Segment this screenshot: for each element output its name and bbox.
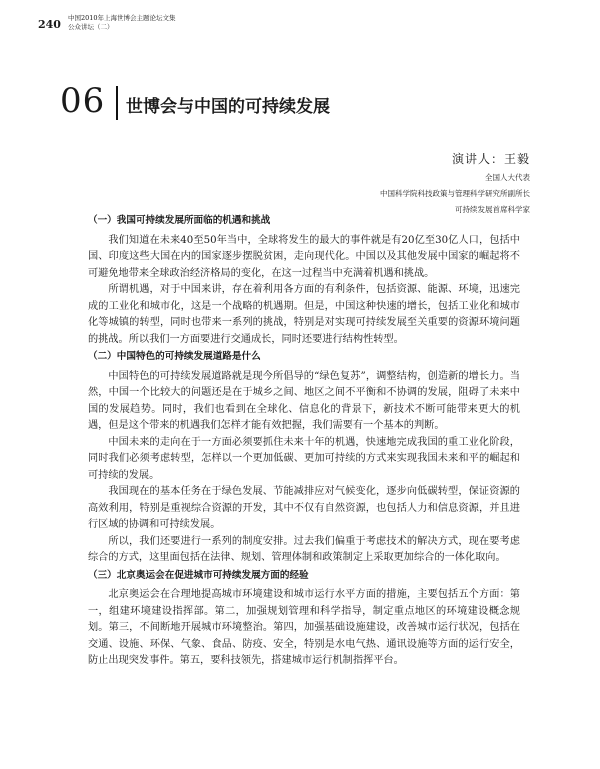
affiliation-line: 可持续发展首席科学家: [455, 205, 530, 214]
article-body: [88, 212, 520, 670]
paragraph: 所谓机遇，对于中国来讲，存在着利用各方面的有利条件，包括资源、能源、环境，迅速完成的工业化和城市化，这是一个战略的机遇期。但是，中国这种快速的增长，包括工业化和城市化等城镇的转型，同时也带来一系列的挑战，特别是对实现可持续发展至关重要的资源环境问题的挑战。所以我们一方面要进行交通成长，同时还要进行结构性转型。: [88, 284, 520, 345]
paragraph: 中国未来的走向在于一方面必须要抓住未来十年的机遇，快速地完成我国的重工业化阶段，同时我们必须考虑转型，怎样以一个更加低碳、更加可持续的方式来实现我国未来和平的崛起和可持续的发展。: [88, 436, 520, 481]
speaker-label: 演讲人：: [451, 152, 504, 166]
paragraph: 所以，我们还要进行一系列的制度安排。过去我们偏重于考虑技术的解决方式，现在要考虑综合的方式，这里面包括在法律、规划、管理体制和政策制定上采取更加综合的一体化取向。: [88, 535, 520, 563]
chapter-divider: [116, 86, 118, 120]
speaker-name: 王毅: [503, 152, 530, 166]
chapter-title: 世博会与中国的可持续发展: [126, 97, 330, 117]
paragraph: 我国现在的基本任务在于绿色发展、节能减排应对气候变化，逐步向低碳转型，保证资源的高效利用，特别是重视综合资源的开发，其中不仅有自然资源，也包括人力和信息资源，并且进行区域的协调和可持续发展。: [88, 486, 520, 530]
speaker-affiliations: [380, 170, 530, 218]
paragraph: 我们知道在未来40至50年当中，全球将发生的最大的事件就是有20亿至30亿人口，包括中国、印度这些大国在内的国家逐步摆脱贫困，走向现代化。中国以及其他发展中国家的崛起将不可避免地带来全球政治经济格局的变化，在这一过程当中充满着机遇和挑战。: [88, 234, 520, 279]
section-heading-2: （二）中国特色的可持续发展道路是什么: [88, 351, 261, 362]
affiliation-line: 中国科学院科技政策与管理科学研究所副所长: [380, 189, 530, 198]
page-number: 240: [38, 18, 61, 31]
section-heading-3: （三）北京奥运会在促进城市可持续发展方面的经验: [88, 569, 309, 581]
paragraph: 中国特色的可持续发展道路就是现今所倡导的“绿色复苏”，调整结构，创造新的增长力。当然，中国一个比较大的问题还是在于城乡之间、地区之间不平衡和不协调的发展，阻碍了未来中国的发展趋势。同时，我们也看到在全球化、信息化的背景下，新技术不断可能带来更大的机遇，但是这个带来的机遇我们怎样才能有效把握，我们需要有一个基本的判断。: [88, 370, 520, 431]
running-title-line-1: 中国2010年上海世博会主题论坛文集: [68, 14, 176, 22]
running-title-line-2: 公众讲坛（二）: [68, 23, 114, 31]
paragraph: 北京奥运会在合理地提高城市环境建设和城市运行水平方面的措施，主要包括五个方面：第一，组建环境建设指挥部。第二，加强规划管理和科学指导，制定重点地区的环境建设概念规划。第三，不间断地开展城市环境整治。第四，加强基础设施建设，改善城市运行状况，包括在交通、设施、环保、气象、食品、防疫、安全，特别是水电气热、通讯设施等方面的运行安全，防止出现突发事件。第五，要科技领先，搭建城市运行机制指挥平台。: [88, 589, 520, 666]
affiliation-line: 全国人大代表: [485, 173, 530, 182]
running-title: [68, 14, 238, 32]
speaker-line: [452, 150, 530, 167]
section-heading-1: （一）我国可持续发展所面临的机遇和挑战: [88, 215, 271, 226]
chapter-number: 06: [60, 81, 106, 121]
